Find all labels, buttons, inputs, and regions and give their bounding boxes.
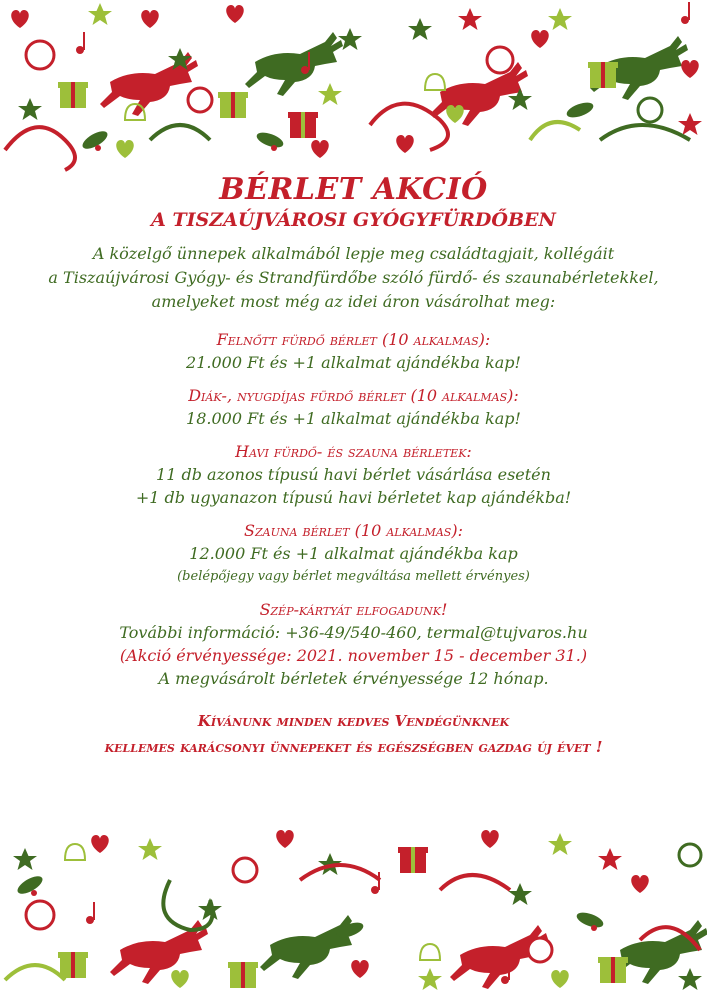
reindeer-icon [430,62,528,126]
offer-line: 21.000 Ft és +1 alkalmat ajándékba kap! [186,353,521,372]
swirl-icon [5,104,690,170]
gift-icon [58,952,88,978]
offer-sauna [0,519,707,588]
promo-validity: (Akció érvényessége: 2021. november 15 - december 31.) [119,646,588,665]
gift-icon [398,847,428,873]
reindeer-icon [245,32,343,96]
gift-icon [228,962,258,988]
offer-line: 12.000 Ft és +1 alkalmat ajándékba kap [189,544,518,563]
offer-line: 11 db azonos típusú havi bérlet vásárlása esetén [156,465,551,484]
ornament-icon [26,844,701,962]
offer-heading: Felnőtt fürdő bérlet (10 alkalmas): [216,330,491,349]
offer-note: (belépőjegy vagy bérlet megváltása mellett érvényes) [177,569,530,584]
offer-heading: Havi fürdő- és szauna bérletek: [235,442,472,461]
gift-icon [598,957,628,983]
gift-icon [58,82,88,108]
offer-student-senior [0,384,707,430]
page-title: BÉRLET AKCIÓ [219,172,488,207]
top-decor-border [0,0,707,175]
reindeer-icon [260,915,358,979]
offer-heading: Szauna bérlet (10 alkalmas): [244,521,463,540]
offer-heading: Diák-, nyugdíjas fürdő bérlet (10 alkalmas): [188,386,519,405]
gift-icon [588,62,618,88]
holly-icon [15,873,605,941]
page-subtitle: A TISZAÚJVÁROSI GYÓGYFÜRDŐBEN [151,209,556,231]
contact-info: További információ: +36-49/540-460, termal@tujvaros.hu [119,623,588,642]
star-icon [598,848,622,870]
bottom-decor-border [0,820,707,1000]
flyer-content [0,172,707,760]
gift-icon [218,92,248,118]
offer-monthly [0,440,707,509]
offer-line: +1 db ugyanazon típusú havi bérletet kap ajándékba! [135,488,572,507]
offer-line: 18.000 Ft és +1 alkalmat ajándékba kap! [186,409,521,428]
info-block [0,598,707,690]
holly-icon [80,100,595,153]
szep-card-note: Szép-kártyát elfogadunk! [259,600,448,619]
pass-validity: A megvásárolt bérletek érvényessége 12 hónap. [158,669,549,688]
gift-icon [288,112,318,138]
intro-text: A közelgő ünnepek alkalmából lepje meg családtagjait, kollégáit a Tiszaújvárosi Gyógy- és Strandfürdőbe szóló fürdő- és szaunabérletekkel, amelyeket most még az idei áron vásárolhat meg: [48,244,659,311]
closing-greeting: Kívánunk minden kedves Vendégünknek kellemes karácsonyi ünnepeket és egészségben gazdag új évet ! [104,712,603,756]
offer-adult [0,328,707,374]
